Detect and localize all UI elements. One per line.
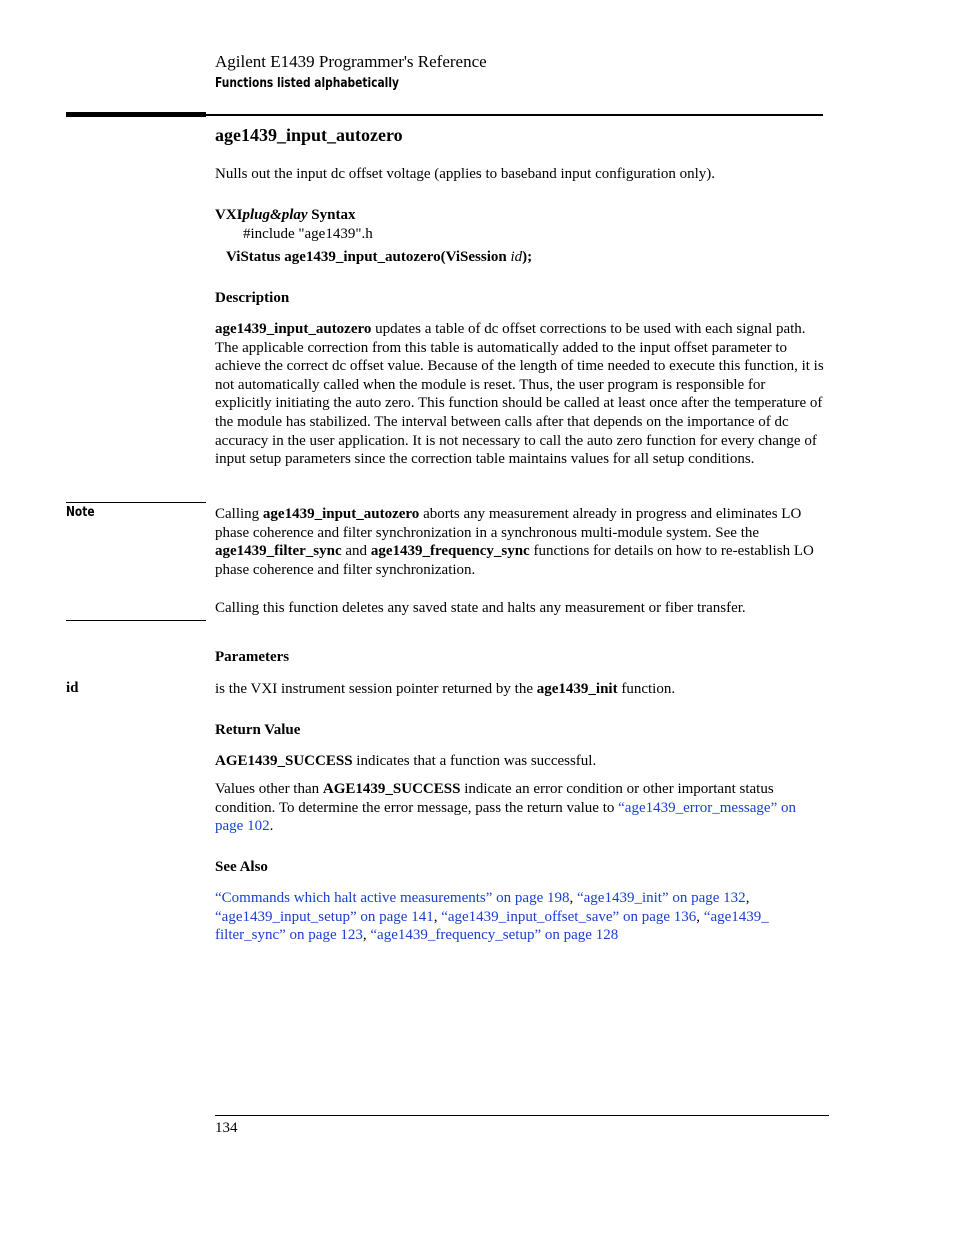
note-p1-c: aborts any measurement already in progress and eliminates LO phase coherence and filter synchronization in a synchronous multi-module system. See the	[215, 506, 802, 541]
see-also-heading: See Also	[215, 859, 268, 875]
see-also-link[interactable]: “Commands which halt active measurements” on page 198	[215, 890, 570, 906]
page-number: 134	[215, 1120, 238, 1136]
see-also-link[interactable]: “age1439_input_offset_save” on page 136	[441, 908, 697, 925]
note-top-rule	[66, 502, 206, 503]
note-p1-f: age1439_frequency_sync	[370, 543, 530, 560]
note-bottom-rule	[66, 620, 206, 621]
description-fn-name: age1439_input_autozero	[215, 321, 372, 337]
header-rule-thin	[206, 114, 823, 116]
return-r1-a: AGE1439_SUCCESS	[215, 753, 353, 769]
return-line-1	[215, 752, 825, 771]
see-also-link[interactable]: “age1439_frequency_setup” on page 128	[370, 927, 619, 944]
parameters-heading: Parameters	[215, 649, 290, 665]
return-r2-c: indicate an error condition or other important status condition. To determine the error message, pass the return value to	[215, 781, 774, 816]
description-heading: Description	[215, 290, 290, 306]
return-r2-a: Values other than	[215, 781, 323, 797]
description-body: updates a table of dc offset corrections to be used with each signal path. The applicable correction from this table is automatically added to the input offset parameter to achieve the correct dc offset value. Because of the length of time needed to execute this function, it is not automatically called when the module is reset. Thus, the user program is responsible for explicitly initiating the auto zero. This function should be called at least once after the temperature of the module has stabilized. The interval between calls after that depends on the importance of dc accuracy in the user application. It is not necessary to call the auto zero function for every change of input setup parameters since the correction table maintains values for all setup conditions.	[215, 321, 824, 468]
function-signature	[226, 248, 532, 267]
syntax-heading-vxi: VXI	[215, 207, 243, 223]
param-c: function.	[617, 681, 676, 697]
return-r1-b: indicates that a function was successful.	[352, 753, 597, 769]
parameter-description	[215, 680, 825, 699]
param-a: is the VXI instrument session pointer returned by the	[215, 681, 537, 697]
note-p1-d: age1439_filter_sync	[215, 543, 342, 560]
return-line-2	[215, 780, 825, 836]
signature-suffix: );	[522, 249, 533, 265]
error-message-link[interactable]: “age1439_error_message” on page 102	[215, 799, 796, 835]
syntax-heading-rest: Syntax	[307, 207, 356, 223]
link-separator: ,	[569, 890, 577, 906]
note-p1-a: Calling	[215, 506, 263, 522]
signature-param: id	[510, 249, 523, 265]
return-r2-b: AGE1439_SUCCESS	[322, 781, 461, 797]
note-label: Note	[66, 505, 95, 520]
intro-text: Nulls out the input dc offset voltage (applies to baseband input configuration only).	[215, 166, 716, 182]
running-header-subtitle: Functions listed alphabetically	[215, 76, 399, 91]
link-separator: ,	[433, 908, 442, 925]
running-header-title: Agilent E1439 Programmer's Reference	[215, 52, 487, 71]
see-also-link[interactable]: “age1439_ filter_sync” on page 123	[215, 908, 769, 944]
signature-prefix: ViStatus age1439_input_autozero(ViSession	[226, 249, 511, 265]
syntax-heading	[215, 207, 355, 224]
header-rule-thick	[66, 112, 206, 117]
note-paragraph-2: Calling this function deletes any saved state and halts any measurement or fiber transfer.	[215, 600, 746, 616]
footer-rule	[215, 1115, 829, 1116]
include-line: #include "age1439".h	[243, 226, 373, 242]
note-p1-e: and	[341, 543, 371, 560]
syntax-heading-plug: plug&play	[242, 207, 308, 223]
return-value-heading: Return Value	[215, 722, 301, 738]
link-separator: ,	[362, 927, 371, 944]
description-text	[215, 320, 825, 469]
section-title: age1439_input_autozero	[215, 125, 403, 145]
note-p1-g: functions for details on how to re-establish LO phase coherence and filter synchronization.	[215, 543, 814, 578]
link-separator: ,	[745, 890, 750, 906]
see-also-link[interactable]: “age1439_init” on page 132	[576, 890, 746, 906]
see-also-link[interactable]: “age1439_input_setup” on page 141	[215, 908, 434, 925]
parameter-name: id	[66, 680, 79, 696]
note-paragraph-1	[215, 505, 825, 579]
return-r2-end: .	[269, 818, 274, 835]
link-separator: ,	[696, 908, 704, 925]
param-b: age1439_init	[536, 681, 618, 697]
see-also-links	[215, 889, 825, 945]
note-p1-b: age1439_input_autozero	[262, 506, 420, 522]
